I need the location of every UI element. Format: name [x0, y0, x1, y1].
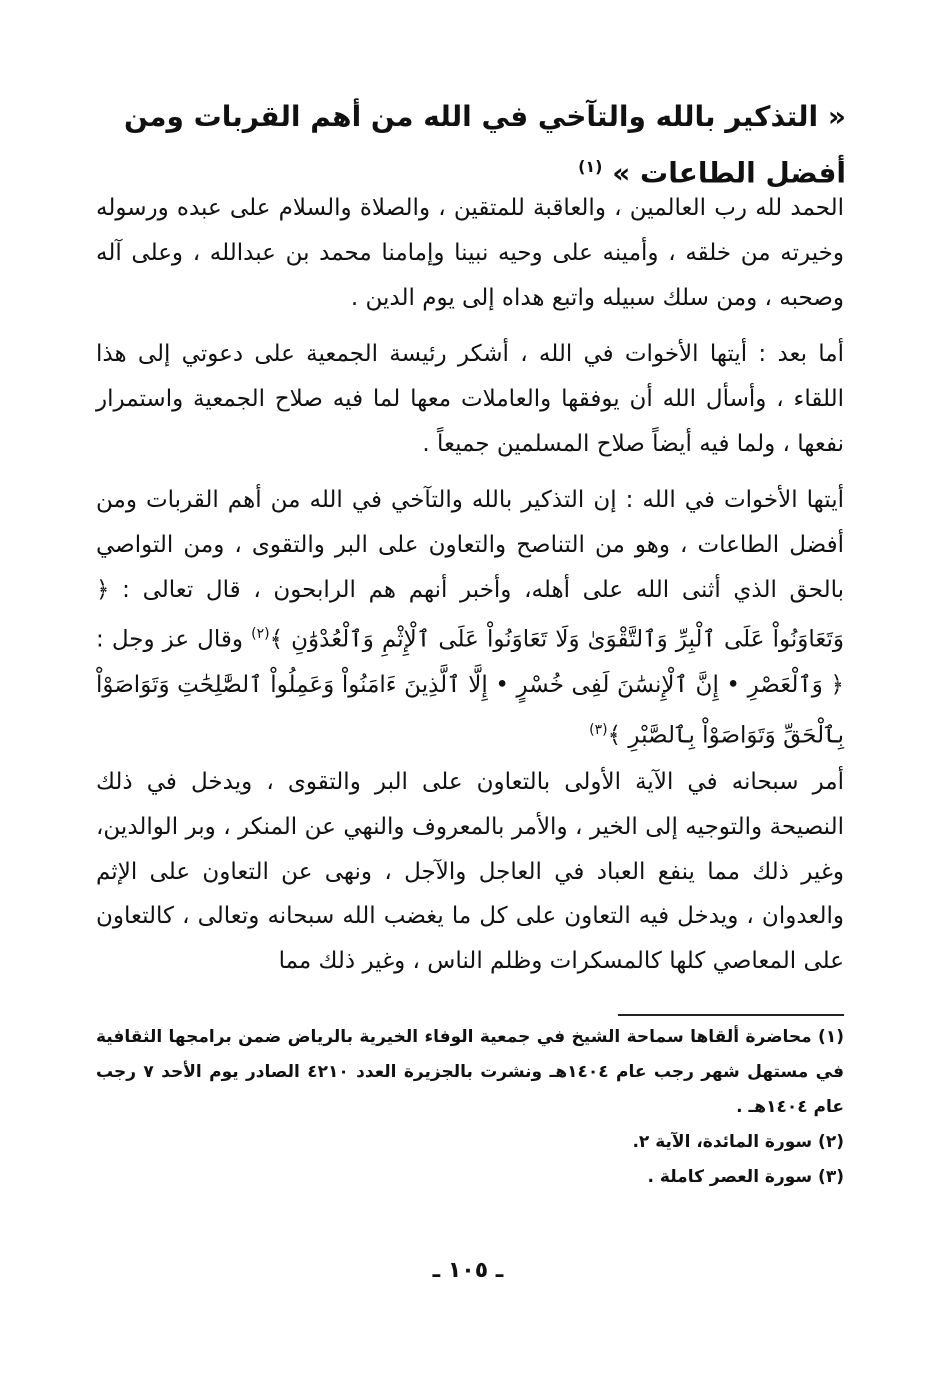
verses-intro: أيتها الأخوات في الله : إن التذكير بالله والتآخي في الله من أهم القربات ومن أفضل الطاعات ، وهو من التناصح والتعاون على البر والتقوى ، ومن التواصي بالحق الذي أثنى الله على أهله، وأخبر أنهم هم الرابحون ، قال تعالى :	[96, 487, 844, 603]
footnote-ref-2: (٢)	[251, 626, 270, 643]
footnote-2: (٢) سورة المائدة، الآية ٢.	[632, 1132, 844, 1152]
quran-verse-asr: ﴿ وَٱلْعَصْرِ • إِنَّ ٱلْإِنسَٰنَ لَفِى خُسْرٍ • إِلَّا ٱلَّذِينَ ءَامَنُواْ وَعَمِلُواْ ٱلصَّٰلِحَٰتِ وَتَوَاصَوْاْ بِٱلْحَقِّ وَتَوَاصَوْاْ بِٱلصَّبْرِ ﴾	[96, 671, 844, 749]
quran-verse-maidah: ﴿ وَتَعَاوَنُواْ عَلَى ٱلْبِرِّ وَٱلتَّقْوَىٰ وَلَا تَعَاوَنُواْ عَلَى ٱلْإِثْمِ وَٱلْعُدْوَٰنِ ﴾	[96, 576, 844, 654]
footnote-ref-3: (٣)	[589, 721, 608, 738]
paragraph-explanation: أمر سبحانه في الآية الأولى بالتعاون على البر والتقوى ، ويدخل في ذلك النصيحة والتوجيه إلى الخير ، والأمر بالمعروف والنهي عن المنكر ، وبر الوالدين، وغير ذلك مما ينفع العباد في العاجل والآجل ، ونهى عن التعاون على الإثم والعدوان ، ويدخل فيه التعاون على كل ما يغضب الله سبحانه وتعالى ، كالتعاون على المعاصي كلها كالمسكرات وظلم الناس ، وغير ذلك مما	[96, 769, 844, 975]
footnote-divider	[618, 1014, 844, 1016]
paragraph-opening-praise: الحمد لله رب العالمين ، والعاقبة للمتقين ، والصلاة والسلام على عبده ورسوله وخيرته من خلقه ، وأمينه على وحيه نبينا وإمامنا محمد بن عبدالله ، وعلى آله وصحبه ، ومن سلك سبيله واتبع هداه إلى يوم الدين .	[96, 195, 844, 311]
page-number: ـ ١٠٥ ـ	[432, 1258, 504, 1283]
footnote-3: (٣) سورة العصر كاملة .	[647, 1167, 844, 1187]
verses-connector: وقال عز وجل :	[96, 627, 243, 654]
footnote-1: (١) محاضرة ألقاها سماحة الشيخ في جمعية الوفاء الخيرية بالرياض ضمن برامجها الثقافية في مستهل شهر رجب عام ١٤٠٤هـ ونشرت بالجزيرة العدد ٤٢١٠ الصادر يوم الأحد ٧ رجب عام ١٤٠٤هـ .	[96, 1027, 845, 1117]
title-text: « التذكير بالله والتآخي في الله من أهم القربات ومن أفضل الطاعات »	[123, 100, 846, 190]
paragraph-verses	[96, 478, 844, 758]
footnotes	[96, 1020, 844, 1195]
title-footnote-ref: (١)	[578, 157, 603, 176]
page-title	[92, 92, 846, 198]
paragraph-greeting: أما بعد : أيتها الأخوات في الله ، أشكر رئيسة الجمعية على دعوتي إلى هذا اللقاء ، وأسأل الله أن يوفقها والعاملات معها لما فيه صلاح الجمعية واستمرار نفعها ، ولما فيه أيضاً صلاح المسلمين جميعاً .	[96, 341, 844, 457]
